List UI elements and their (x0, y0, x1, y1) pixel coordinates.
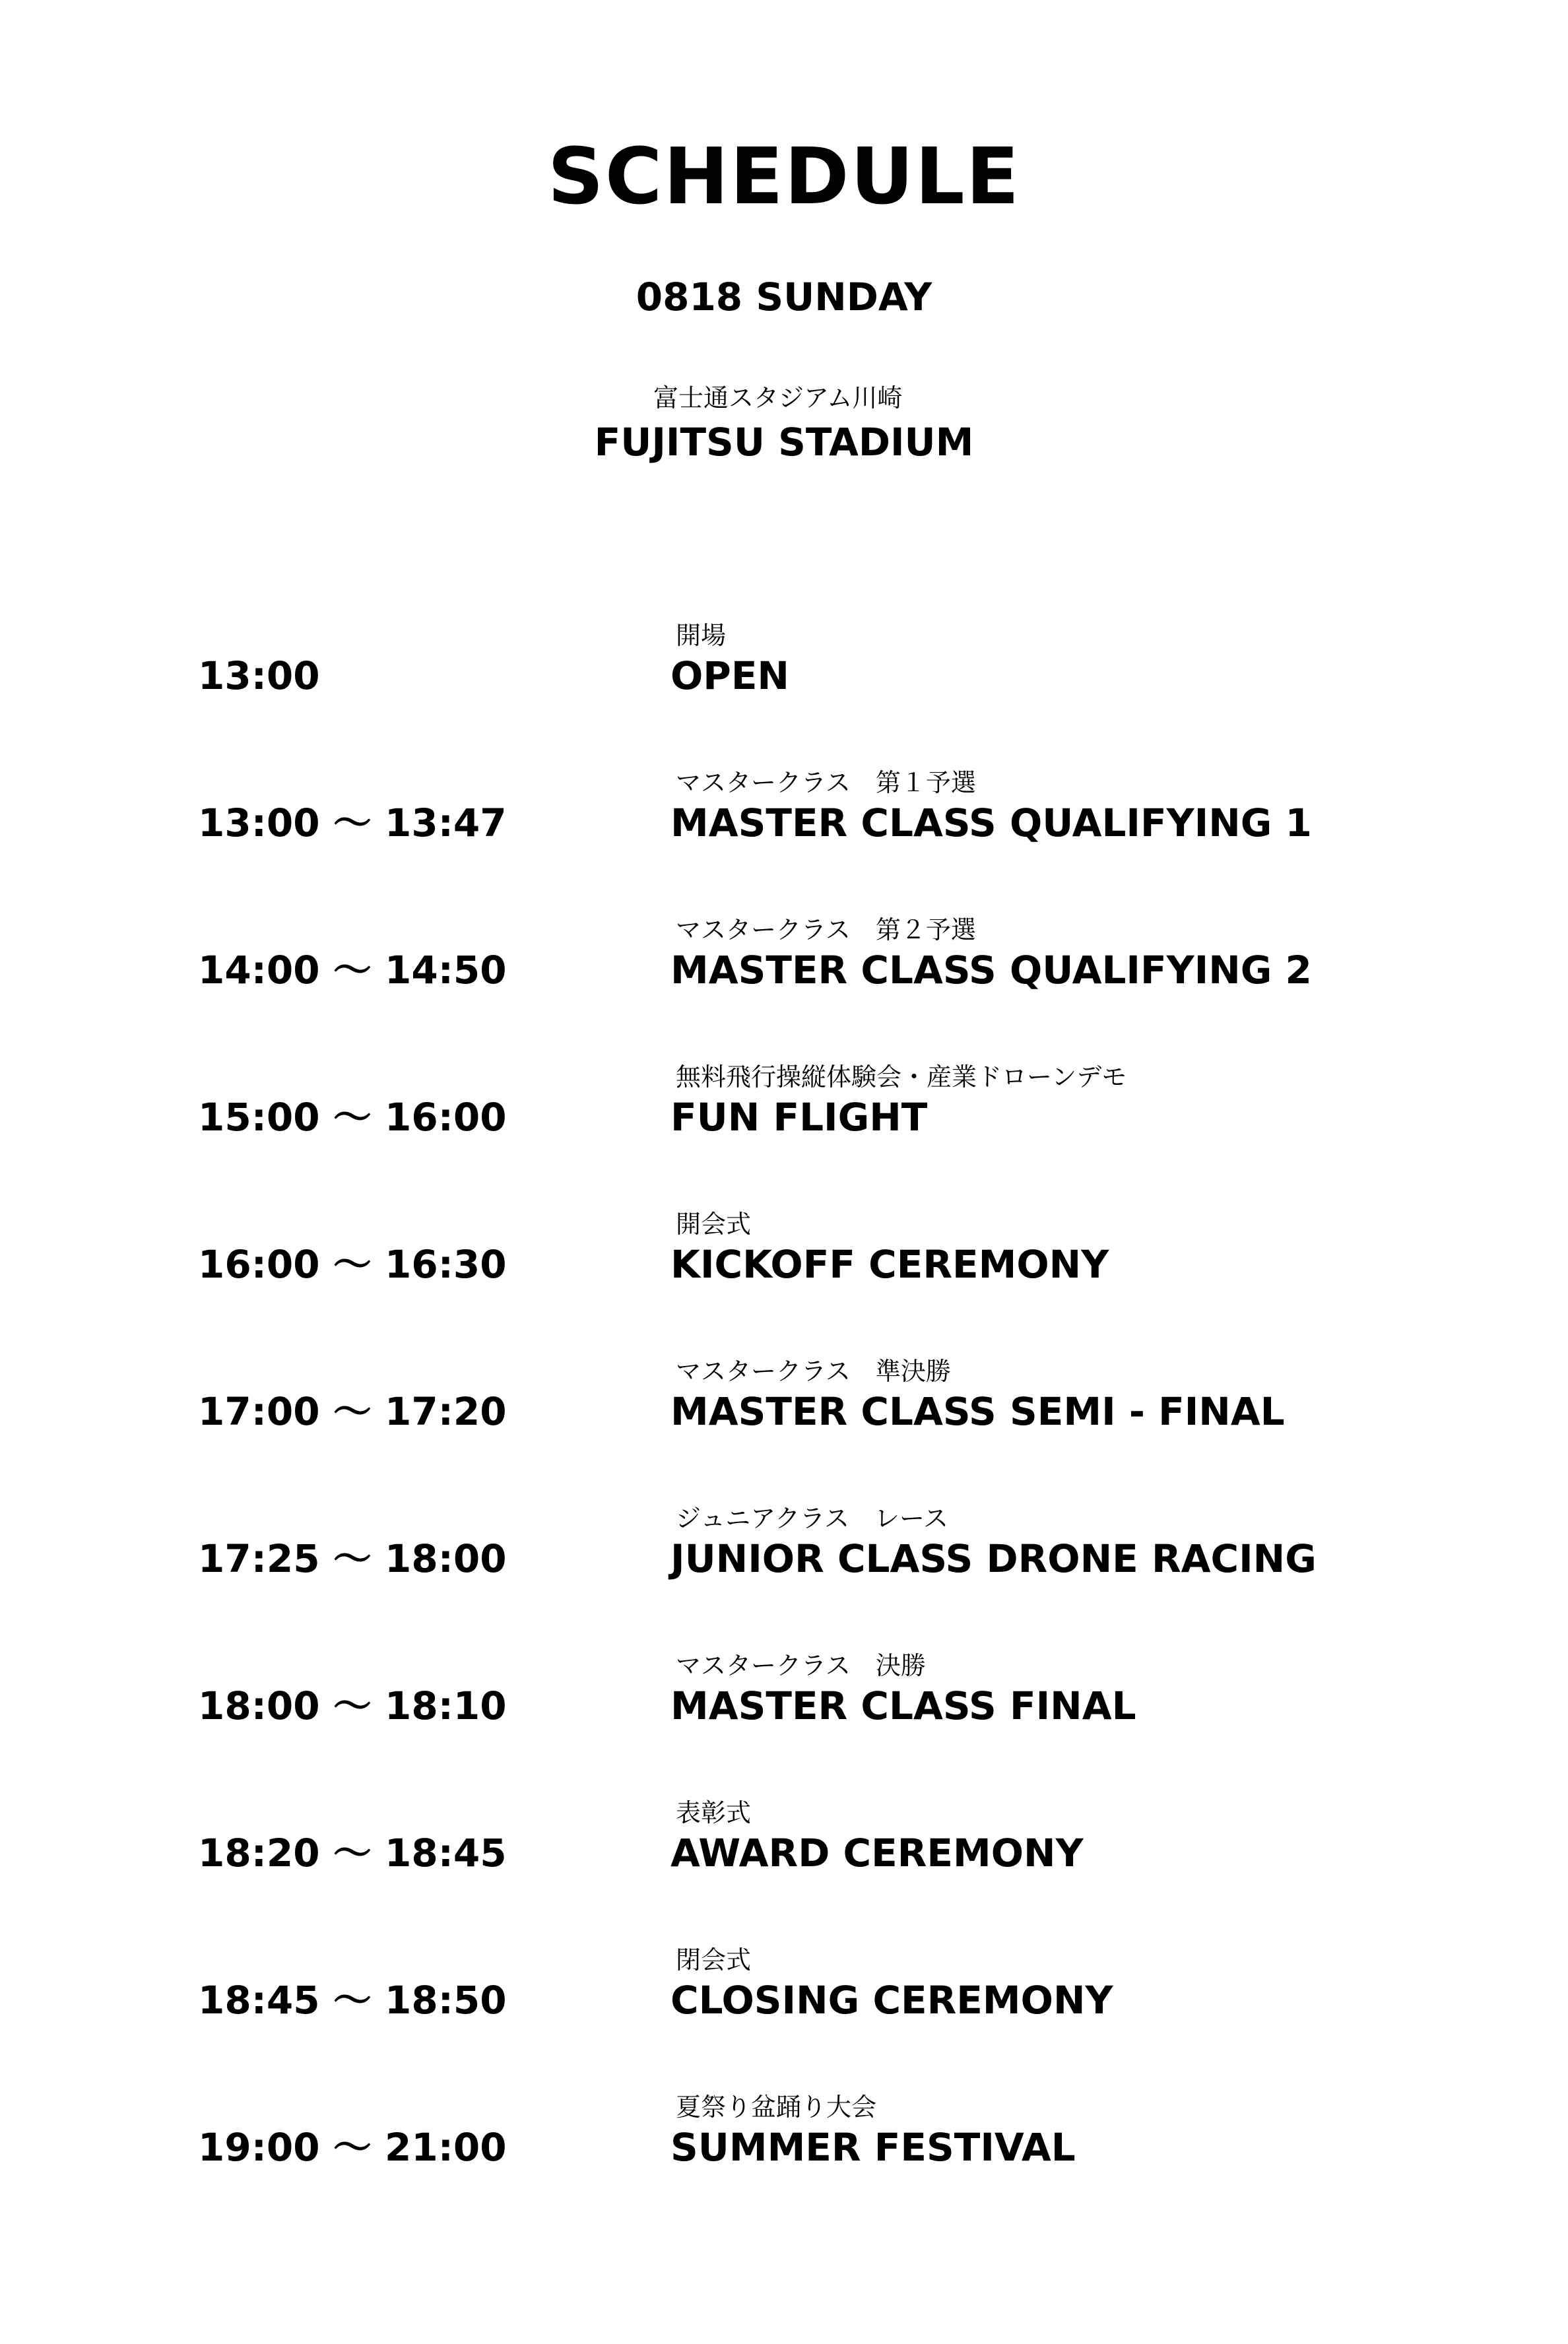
schedule-time: 15:00 ～ 16:00 (198, 1095, 507, 1140)
schedule-event: SUMMER FESTIVAL (670, 2125, 1076, 2170)
schedule-row (0, 1189, 1568, 1321)
schedule-event: MASTER CLASS FINAL (670, 1683, 1136, 1728)
schedule-time: 19:00 ～ 21:00 (198, 2125, 507, 2170)
schedule-row (0, 1336, 1568, 1468)
schedule-event-japanese: 閉会式 (676, 1945, 752, 1974)
schedule-event-japanese: 無料飛行操縦体験会・産業ドローンデモ (676, 1062, 1127, 1091)
schedule-time: 13:00 (198, 653, 320, 698)
schedule-row (0, 1042, 1568, 1174)
schedule-event: JUNIOR CLASS DRONE RACING (670, 1536, 1317, 1581)
page-title: SCHEDULE (547, 131, 1021, 222)
schedule-time: 18:20 ～ 18:45 (198, 1831, 507, 1875)
schedule-time: 17:25 ～ 18:00 (198, 1536, 507, 1581)
schedule-time: 16:00 ～ 16:30 (198, 1242, 507, 1287)
schedule-event: MASTER CLASS QUALIFYING 2 (670, 948, 1312, 993)
schedule-row (0, 1631, 1568, 1763)
schedule-event-japanese: マスタークラス 第１予選 (676, 768, 976, 797)
schedule-event-japanese: 開場 (676, 621, 727, 650)
schedule-event-japanese: 夏祭り盆踊り大会 (676, 2093, 877, 2122)
schedule-event: FUN FLIGHT (670, 1095, 928, 1140)
schedule-row (0, 601, 1568, 732)
schedule-event-japanese: マスタークラス 準決勝 (676, 1357, 951, 1386)
schedule-row (0, 2072, 1568, 2204)
venue-name-japanese: 富士通スタジアム川崎 (653, 383, 903, 412)
schedule-row (0, 1483, 1568, 1615)
schedule-event: OPEN (670, 653, 789, 698)
schedule-event: MASTER CLASS QUALIFYING 1 (670, 800, 1312, 845)
schedule-event: MASTER CLASS SEMI - FINAL (670, 1389, 1285, 1434)
schedule-row (0, 1778, 1568, 1910)
schedule-row (0, 895, 1568, 1027)
venue-name: FUJITSU STADIUM (594, 420, 974, 465)
schedule-event-japanese: 表彰式 (676, 1798, 752, 1827)
event-date: 0818 SUNDAY (636, 275, 932, 319)
schedule-time: 18:45 ～ 18:50 (198, 1978, 507, 2023)
schedule-time: 17:00 ～ 17:20 (198, 1389, 507, 1434)
schedule-event: CLOSING CEREMONY (670, 1978, 1113, 2023)
schedule-event-japanese: マスタークラス 第２予選 (676, 915, 976, 944)
schedule-event: KICKOFF CEREMONY (670, 1242, 1109, 1287)
schedule-time: 13:00 ～ 13:47 (198, 800, 507, 845)
schedule-time: 14:00 ～ 14:50 (198, 948, 507, 993)
schedule-row (0, 1925, 1568, 2057)
schedule-event-japanese: マスタークラス 決勝 (676, 1651, 926, 1680)
schedule-event-japanese: 開会式 (676, 1210, 752, 1239)
schedule-event-japanese: ジュニアクラス レース (676, 1504, 949, 1533)
schedule-row (0, 748, 1568, 880)
schedule-time: 18:00 ～ 18:10 (198, 1683, 507, 1728)
schedule-event: AWARD CEREMONY (670, 1831, 1084, 1875)
